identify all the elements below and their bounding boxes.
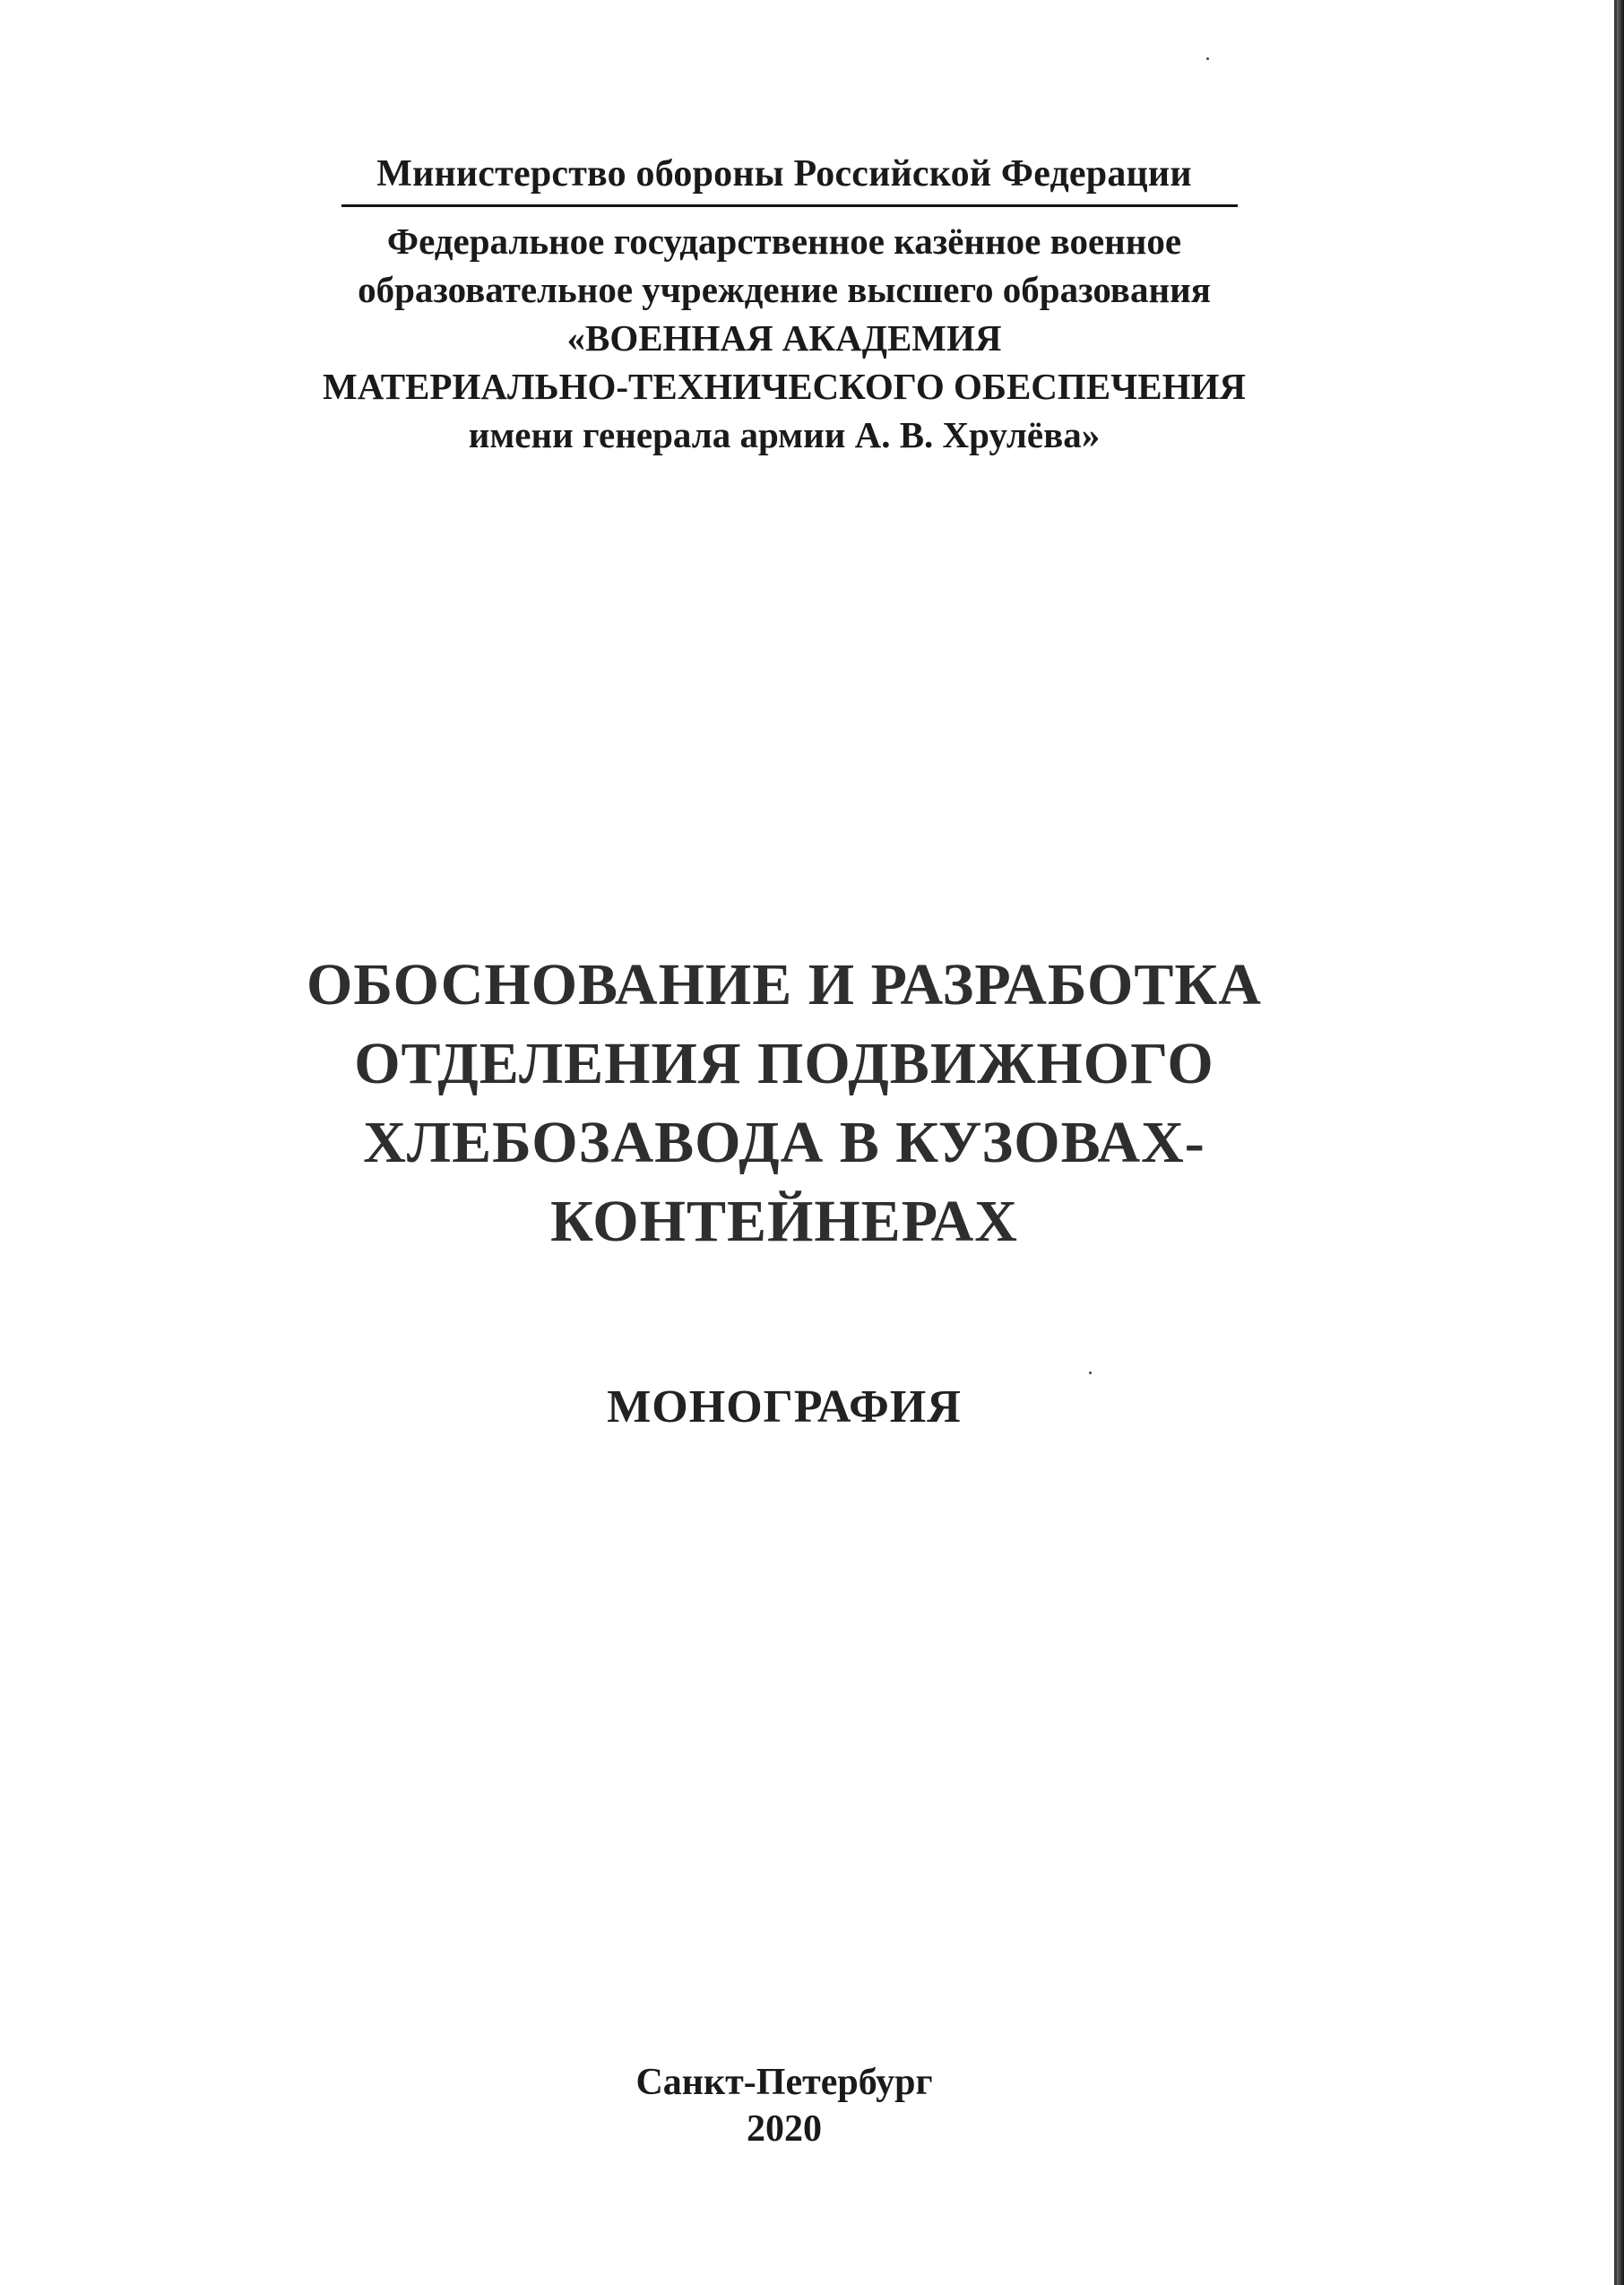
title-line: КОНТЕЙНЕРАХ [550, 1189, 1018, 1254]
ministry-text: Министерство обороны Российской Федерации [376, 153, 1192, 195]
scan-speck [1089, 1372, 1092, 1374]
publication-type [0, 1379, 1568, 1436]
institution-line: МАТЕРИАЛЬНО-ТЕХНИЧЕСКОГО ОБЕСПЕЧЕНИЯ [323, 366, 1246, 407]
institution-line: Федеральное государственное казённое военное [386, 221, 1182, 262]
scan-speck [1206, 57, 1209, 60]
title-line: ОБОСНОВАНИЕ И РАЗРАБОТКА [307, 952, 1262, 1017]
publication-type-text: МОНОГРАФИЯ [607, 1381, 962, 1432]
institution-line: имени генерала армии А. В. Хрулёва» [468, 414, 1101, 455]
book-title [0, 946, 1568, 1261]
ministry-underline [341, 204, 1238, 207]
imprint-city: Санкт-Петербург [635, 2062, 933, 2103]
institution-line: образовательное учреждение высшего образования [358, 269, 1211, 310]
ministry-heading [0, 151, 1568, 197]
institution-name [0, 217, 1568, 459]
imprint-year: 2020 [747, 2108, 822, 2150]
institution-line: «ВОЕННАЯ АКАДЕМИЯ [566, 317, 1002, 359]
scan-edge-border [1617, 0, 1624, 2285]
imprint [0, 2059, 1568, 2152]
title-line: ХЛЕБОЗАВОДА В КУЗОВАХ- [363, 1110, 1205, 1175]
title-line: ОТДЕЛЕНИЯ ПОДВИЖНОГО [354, 1031, 1214, 1096]
